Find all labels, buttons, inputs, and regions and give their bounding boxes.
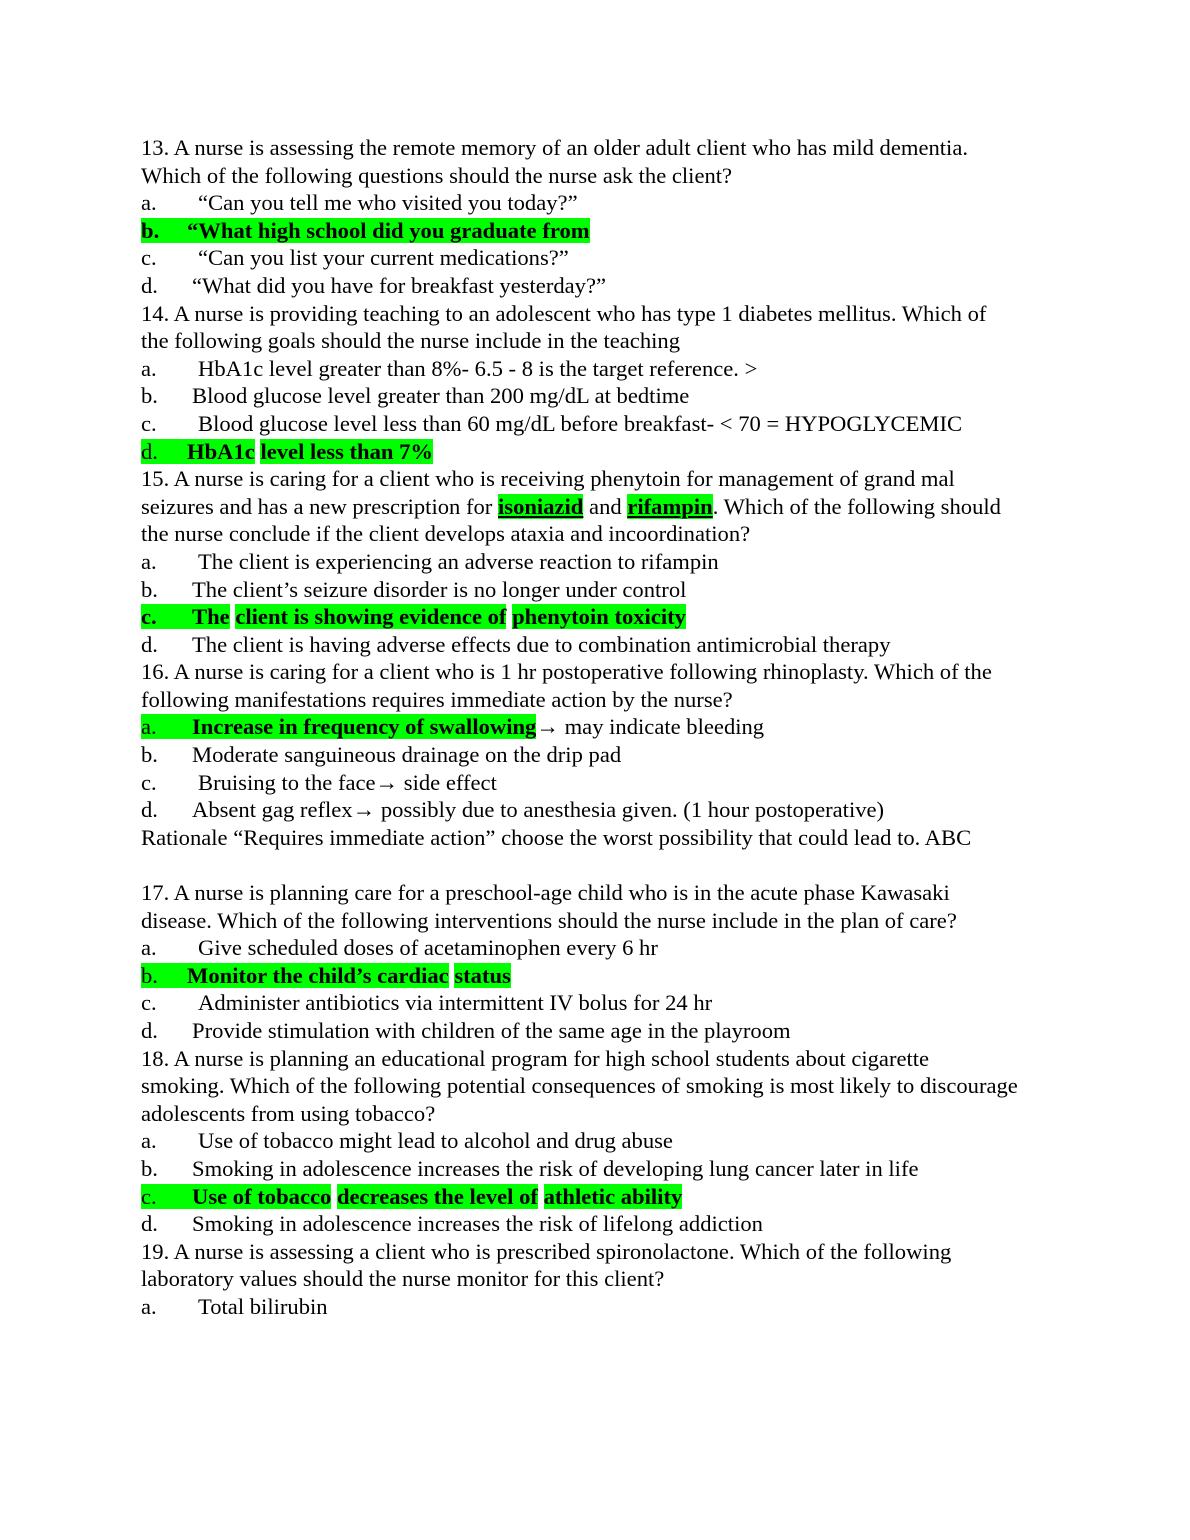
answer-highlight xyxy=(141,963,449,988)
question-17-stem-line-1: 17. A nurse is planning care for a preschool-age child who is in the acute phase Kawasaki xyxy=(141,880,950,906)
option-text: Give scheduled doses of acetaminophen every 6 hr xyxy=(198,935,658,961)
option-text: Blood glucose level less than 60 mg/dL before breakfast- < 70 = HYPOGLYCEMIC xyxy=(198,410,963,436)
answer-highlight: from xyxy=(542,217,590,243)
option-text: Bruising to the face→ side effect xyxy=(198,769,497,795)
option-note: → may indicate bleeding xyxy=(536,714,765,740)
option-text: The xyxy=(192,604,230,630)
question-16-option-b xyxy=(141,741,1061,769)
option-text: “Can you list your current medications?” xyxy=(198,245,569,271)
option-letter: d. xyxy=(141,272,158,298)
question-14-option-c xyxy=(141,410,1061,438)
option-letter: d. xyxy=(141,631,158,657)
question-16-rationale: Rationale “Requires immediate action” choose the worst possibility that could lead to. ABC xyxy=(141,824,972,850)
option-letter: b. xyxy=(141,742,158,768)
answer-highlight xyxy=(141,1184,331,1209)
question-14-option-a xyxy=(141,355,1061,383)
option-text: “Can you tell me who visited you today?” xyxy=(198,190,578,216)
option-letter: c. xyxy=(141,1183,157,1209)
option-letter: d. xyxy=(141,1018,158,1043)
question-16-stem-line-1: 16. A nurse is caring for a client who is 1 hr postoperative following rhinoplasty. Which of the xyxy=(141,659,992,685)
question-18-option-c-answer xyxy=(141,1183,1061,1211)
drug-highlight-rifampin: rifampin xyxy=(627,493,713,519)
option-text: Use of tobacco xyxy=(192,1183,332,1209)
option-text: The client is experiencing an adverse reaction to rifampin xyxy=(198,548,719,574)
option-text: Smoking in adolescence increases the risk of lifelong addiction xyxy=(192,1211,763,1237)
question-17-stem-line-2: disease. Which of the following interventions should the nurse include in the plan of care? xyxy=(141,907,957,933)
question-13-option-a xyxy=(141,189,1061,217)
option-letter: a. xyxy=(141,1293,157,1319)
question-14-option-b xyxy=(141,382,1061,410)
question-16-stem-line-2: following manifestations requires immediate action by the nurse? xyxy=(141,686,733,712)
answer-highlight: athletic ability xyxy=(543,1183,683,1209)
option-letter: d. xyxy=(141,797,158,823)
question-19-stem-line-1: 19. A nurse is assessing a client who is prescribed spironolactone. Which of the following xyxy=(141,1238,952,1264)
question-14-option-d-answer xyxy=(141,438,1061,466)
option-text: Administer antibiotics via intermittent IV bolus for 24 hr xyxy=(198,990,713,1016)
option-letter: a. xyxy=(141,355,157,381)
question-14-stem-line-1: 14. A nurse is providing teaching to an adolescent who has type 1 diabetes mellitus. Which of xyxy=(141,300,987,326)
option-text: Smoking in adolescence increases the risk of developing lung cancer later in life xyxy=(192,1155,919,1181)
option-letter: a. xyxy=(141,1128,157,1154)
option-text: The client is having adverse effects due to combination antimicrobial therapy xyxy=(192,631,891,657)
option-text: “What did you have for breakfast yesterday?” xyxy=(192,272,607,298)
question-18-stem-line-2: smoking. Which of the following potential consequences of smoking is most likely to discourage xyxy=(141,1073,1018,1099)
option-text: Total bilirubin xyxy=(198,1293,328,1319)
option-text: Moderate sanguineous drainage on the drip pad xyxy=(192,742,622,768)
question-15-stem-line-3: the nurse conclude if the client develops ataxia and incoordination? xyxy=(141,521,751,547)
option-text: Provide stimulation with children of the same age in the playroom xyxy=(192,1018,791,1043)
question-18-stem-line-1: 18. A nurse is planning an educational program for high school students about cigarette xyxy=(141,1045,930,1071)
question-16-option-d xyxy=(141,796,1061,824)
question-16-option-a-answer xyxy=(141,713,1061,741)
option-text: The client’s seizure disorder is no longer under control xyxy=(192,576,687,602)
question-14-stem-line-2: the following goals should the nurse include in the teaching xyxy=(141,328,680,354)
option-text: HbA1c xyxy=(187,438,255,464)
option-letter: b. xyxy=(141,1155,158,1181)
option-letter: b. xyxy=(141,217,160,243)
option-text: HbA1c level greater than 8%- 6.5 - 8 is the target reference. > xyxy=(198,355,758,381)
answer-highlight xyxy=(141,604,230,629)
option-letter: d. xyxy=(141,438,158,464)
option-text: Blood glucose level greater than 200 mg/dL at bedtime xyxy=(192,383,690,409)
answer-highlight xyxy=(141,218,542,243)
question-13-option-b-answer xyxy=(141,217,1061,245)
question-18-stem-line-3: adolescents from using tobacco? xyxy=(141,1100,436,1126)
answer-highlight: status xyxy=(454,962,511,988)
question-16-option-c xyxy=(141,769,1061,797)
option-letter: c. xyxy=(141,410,157,436)
option-letter: b. xyxy=(141,962,158,988)
option-letter: c. xyxy=(141,769,157,795)
drug-highlight-isoniazid: isoniazid xyxy=(498,493,584,519)
option-text: Absent gag reflex→ possibly due to anesthesia given. (1 hour postoperative) xyxy=(192,797,885,823)
option-letter: a. xyxy=(141,548,157,574)
question-13-option-d xyxy=(141,272,1061,300)
option-letter: b. xyxy=(141,576,158,602)
option-text: Increase in frequency of swallowing xyxy=(192,714,537,740)
option-letter: c. xyxy=(141,604,157,630)
question-15-option-a xyxy=(141,548,1061,576)
answer-highlight xyxy=(141,714,536,739)
option-text: Monitor the child’s cardiac xyxy=(187,962,449,988)
question-18-option-b xyxy=(141,1155,1061,1183)
option-letter: d. xyxy=(141,1211,158,1237)
question-17-option-d xyxy=(141,1017,1061,1045)
option-letter: a. xyxy=(141,190,157,216)
option-letter: b. xyxy=(141,383,158,409)
question-13-option-c xyxy=(141,244,1061,272)
option-text: Use of tobacco might lead to alcohol and drug abuse xyxy=(198,1128,673,1154)
option-letter: a. xyxy=(141,714,157,740)
question-15-stem-line-2 xyxy=(141,493,1061,521)
question-13-stem-line-2: Which of the following questions should the nurse ask the client? xyxy=(141,162,733,188)
stem-text: . Which of the following should xyxy=(712,493,1001,519)
answer-highlight: level less than 7% xyxy=(260,438,434,464)
question-18-option-a xyxy=(141,1127,1061,1155)
question-15-option-c-answer xyxy=(141,603,1061,631)
answer-highlight: client is showing evidence of xyxy=(235,604,507,630)
option-letter: c. xyxy=(141,245,157,271)
answer-highlight: phenytoin toxicity xyxy=(512,604,686,630)
question-15-option-b xyxy=(141,576,1061,604)
question-19-stem-line-2: laboratory values should the nurse monitor for this client? xyxy=(141,1266,665,1292)
answer-highlight xyxy=(141,439,255,464)
question-19-option-a xyxy=(141,1293,1061,1321)
option-text: “What high school did you graduate xyxy=(187,217,537,243)
stem-text: and xyxy=(589,493,622,519)
document-body xyxy=(141,134,1061,1321)
blank-line xyxy=(141,851,1061,879)
question-18-option-d xyxy=(141,1210,1061,1238)
stem-text: seizures and has a new prescription for xyxy=(141,493,493,519)
question-13-stem-line-1: 13. A nurse is assessing the remote memory of an older adult client who has mild dementia. xyxy=(141,135,969,160)
question-17-option-c xyxy=(141,989,1061,1017)
option-letter: a. xyxy=(141,935,157,961)
question-17-option-a xyxy=(141,934,1061,962)
question-15-option-d xyxy=(141,631,1061,659)
question-15-stem-line-1: 15. A nurse is caring for a client who is receiving phenytoin for management of grand mal xyxy=(141,466,955,492)
question-17-option-b-answer xyxy=(141,962,1061,990)
option-letter: c. xyxy=(141,990,157,1016)
answer-highlight: decreases the level of xyxy=(336,1183,538,1209)
